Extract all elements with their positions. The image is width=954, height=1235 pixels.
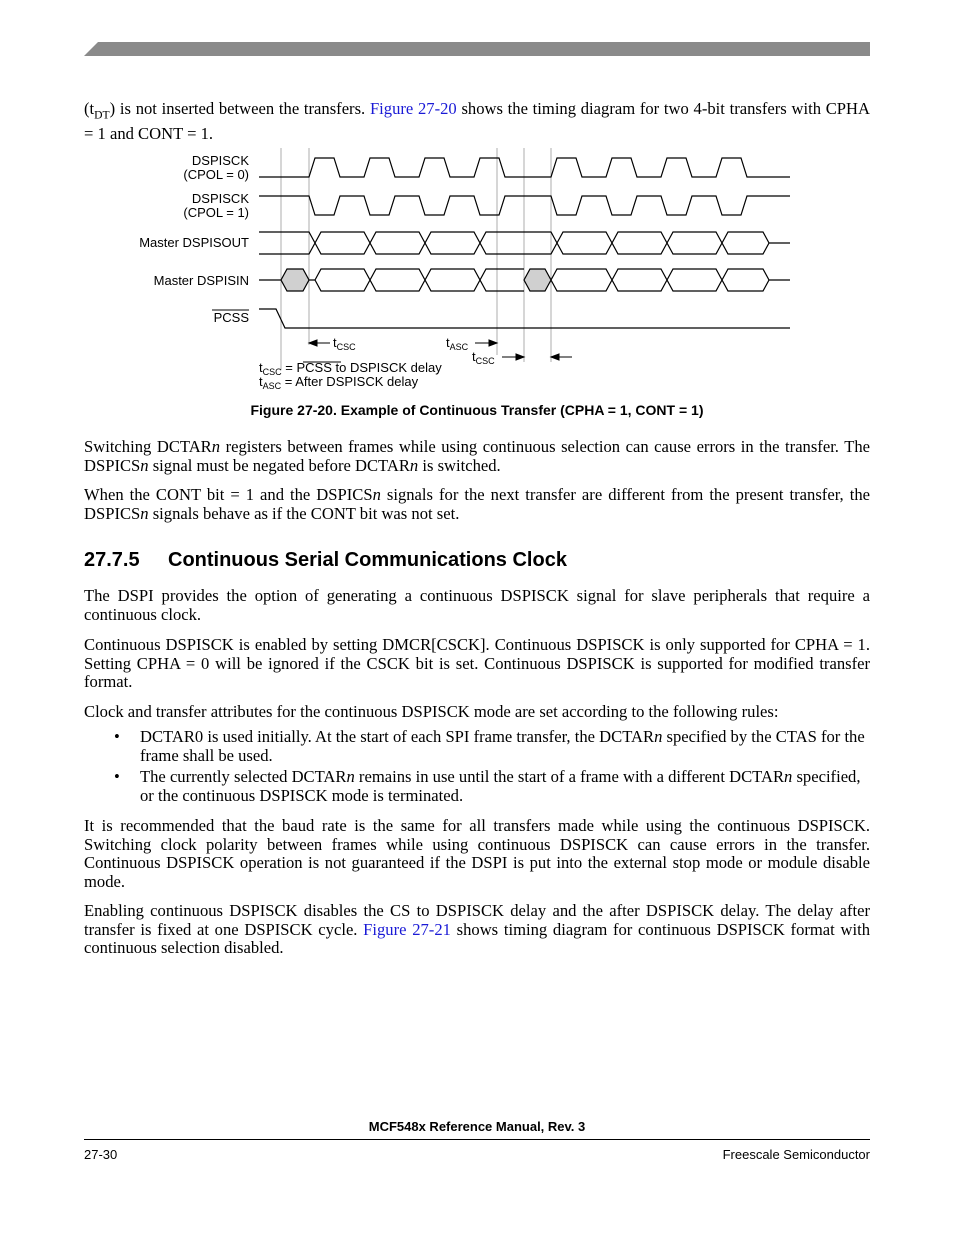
waveform-dspisck-cpol0 <box>259 158 790 177</box>
page-number: 27-30 <box>84 1147 118 1162</box>
legend-tasc: $t_{ASC}$ = After DSPISCK delay <box>259 374 419 391</box>
label-tcsc-1: $t_{CSC}$ <box>333 335 356 352</box>
label-tasc: $t_{ASC}$ <box>446 335 469 352</box>
paragraph-dctar-switching: Switching DCTARn registers between frames while using continuous selection can cause errors in the transfer. The DSPICSn signal must be negated before DCTARn is switched. <box>84 437 870 475</box>
figure-27-21-link[interactable]: Figure 27-21 <box>363 919 451 939</box>
timing-diagram <box>0 140 954 395</box>
label-dspisck-cpol0-line1: DSPISCK <box>191 153 249 168</box>
paragraph-cont-bit: When the CONT bit = 1 and the DSPICSn signals for the next transfer are different from the present transfer, the DSPICSn signals behave as if the CONT bit was not set. <box>84 485 870 523</box>
label-dspisck-cpol1-line2: (CPOL = 1) <box>183 205 249 220</box>
footer-divider <box>84 1139 870 1140</box>
footer-title: MCF548x Reference Manual, Rev. 3 <box>368 1119 586 1134</box>
paragraph-baud-rate: It is recommended that the baud rate is the same for all transfers made while using the continuous DSPISCK. Switching clock polarity between frames while using continuous DSPISCK can cause errors in the transfer. Continuous DSPISCK operation is not guaranteed if the DSPI is put into the external stop mode or module disable mode. <box>84 816 870 891</box>
section-title-text: Continuous Serial Communications Clock <box>168 549 567 571</box>
figure-caption: Figure 27-20. Example of Continuous Transfer (CPHA = 1, CONT = 1) <box>250 402 704 418</box>
label-master-dspisout: Master DSPISOUT <box>139 235 249 250</box>
label-master-dspisin: Master DSPISIN <box>153 273 249 288</box>
section-heading <box>84 549 567 572</box>
paragraph-dspi-option: The DSPI provides the option of generating a continuous DSPISCK signal for slave peripherals that require a continuous clock. <box>84 586 870 624</box>
footer-company: Freescale Semiconductor <box>722 1147 870 1162</box>
bullet-dot: • <box>114 727 120 746</box>
section-number: 27.7.5 <box>84 549 140 571</box>
waveform-master-dspisout <box>259 232 790 254</box>
figure-27-20-link[interactable]: Figure 27-20 <box>369 99 457 118</box>
legend-tcsc: $t_{CSC}$ = PCSS to DSPISCK delay <box>259 360 442 377</box>
header-bar <box>84 42 870 56</box>
label-dspisck-cpol0-line2: (CPOL = 0) <box>183 167 249 182</box>
intro-paragraph: $(t_{DT})$ is not inserted between the transfers. Figure 27-20 shows the timing diagram for two 4-bit transfers with CPHA = 1 and CONT = 1. <box>84 99 871 143</box>
label-tcsc-2: $t_{CSC}$ <box>472 349 495 366</box>
waveform-dspisck-cpol1 <box>259 196 790 215</box>
dspisin-hatch-1 <box>281 269 309 291</box>
label-dspisck-cpol1-line1: DSPISCK <box>191 191 249 206</box>
waveform-pcss <box>259 309 790 328</box>
paragraph-rules-intro: Clock and transfer attributes for the continuous DSPISCK mode are set according to the following rules: <box>84 702 779 721</box>
paragraph-enabling-continuous: Enabling continuous DSPISCK disables the CS to DSPISCK delay and the after DSPISCK delay. The delay after transfer is fixed at one DSPISCK cycle. Figure 27-21 shows timing diagram for continuous DSPISCK format with continuous selection disabled. <box>84 901 870 958</box>
dspisin-hatch-2 <box>524 269 551 291</box>
bullet-dot: • <box>114 767 120 786</box>
paragraph-continuous-enable: Continuous DSPISCK is enabled by setting DMCR[CSCK]. Continuous DSPISCK is only supported for CPHA = 1. Setting CPHA = 0 will be ignored if the CSCK bit is set. Continuous DSPISCK is supported for modified transfer format. <box>84 635 870 692</box>
label-pcss: PCSS <box>213 310 249 325</box>
